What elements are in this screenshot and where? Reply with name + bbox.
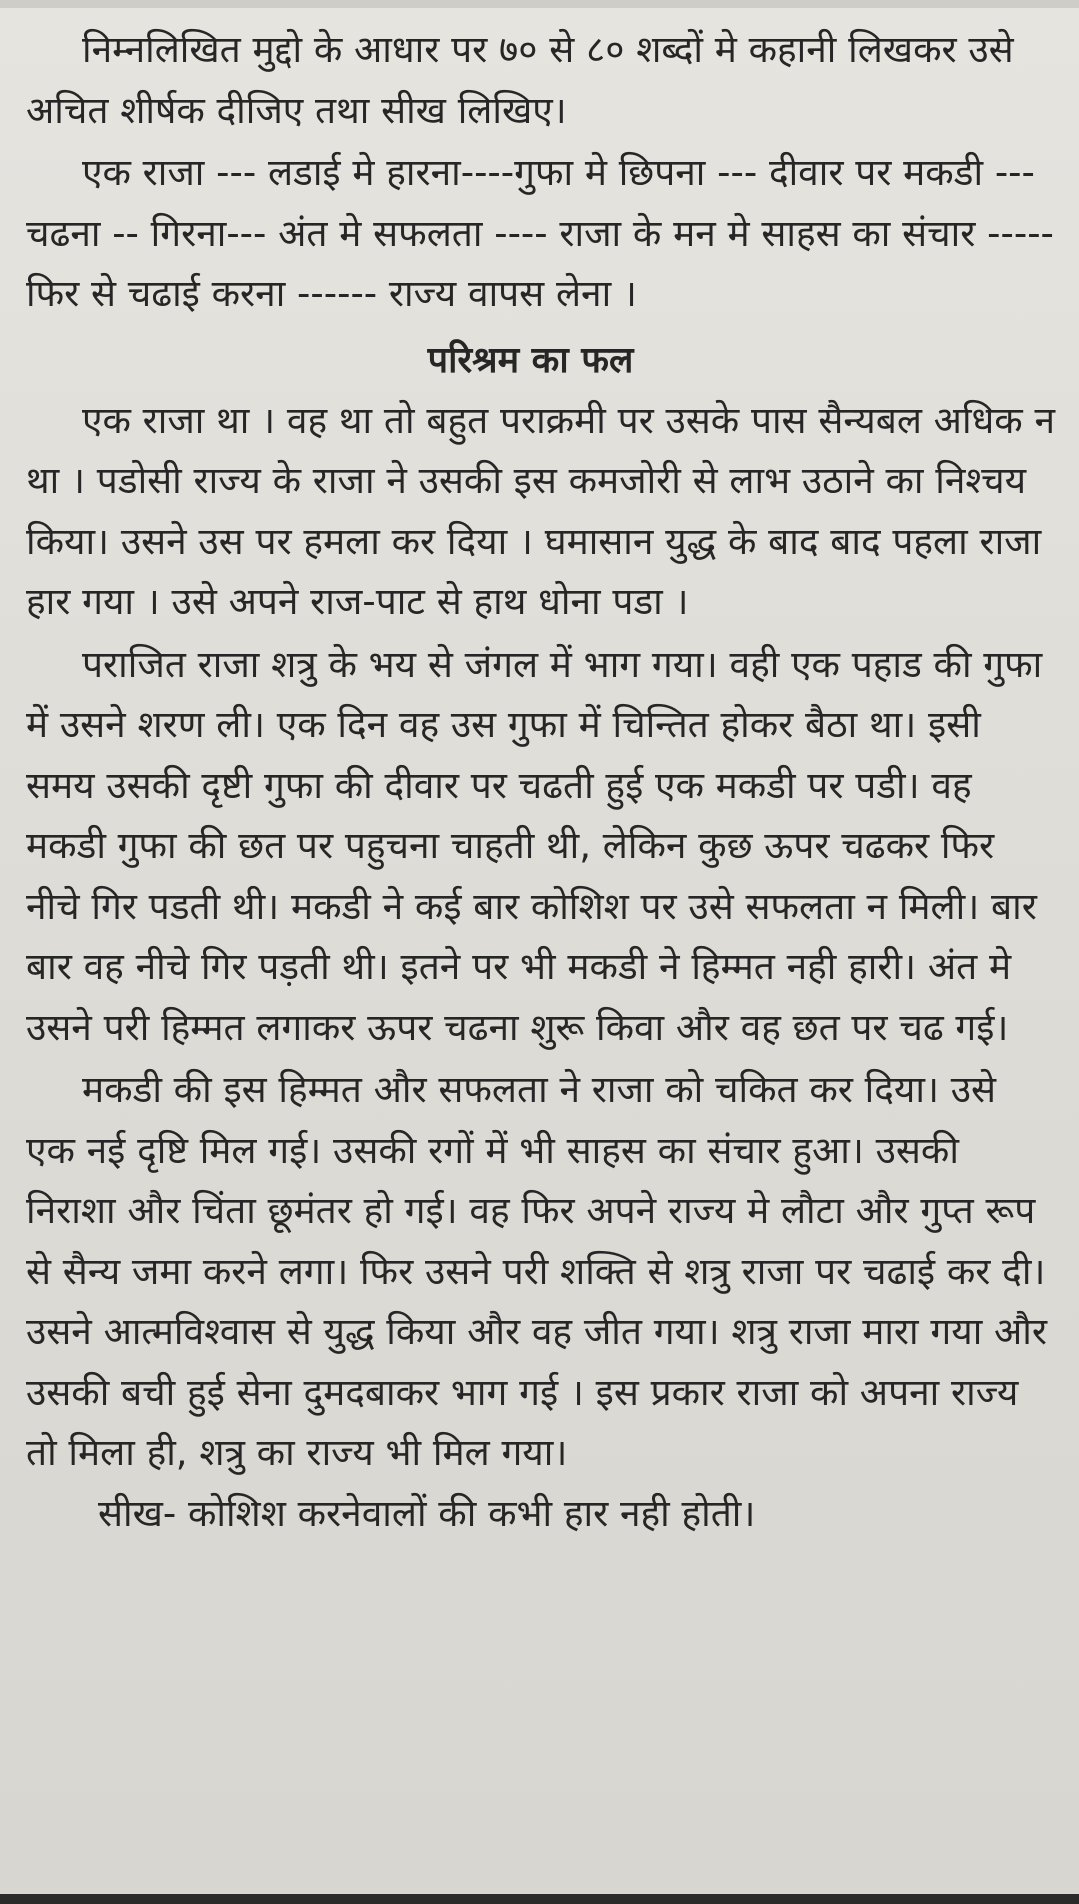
task-instruction: निम्नलिखित मुद्दो के आधार पर ७० से ८० शब्दों मे कहानी लिखकर उसे अचित शीर्षक दीजिए तथा सीख लिखिए।: [26, 28, 1014, 132]
top-cut-text-strip: [0, 0, 1079, 8]
task-points: एक राजा --- लडाई मे हारना----गुफा मे छिपना --- दीवार पर मकडी --- चढना -- गिरना--- अंत मे सफलता ---- राजा के मन मे साहस का संचार ----- फिर से चढाई करना ------ राज्य वापस लेना ।: [26, 151, 1054, 315]
story-title: परिश्रम का फल: [427, 339, 634, 381]
story-paragraph-1: एक राजा था । वह था तो बहुत पराक्रमी पर उसके पास सैन्यबल अधिक न था । पडोसी राज्य के राजा ने उसकी इस कमजोरी से लाभ उठाने का निश्चय किया। उसने उस पर हमला कर दिया । घमासान युद्ध के बाद बाद पहला राजा हार गया । उसे अपने राज-पाट से हाथ धोना पडा ।: [26, 398, 1055, 623]
page-bottom-edge: [0, 1894, 1079, 1904]
story-moral: सीख- कोशिश करनेवालों की कभी हार नही होती।: [98, 1491, 756, 1535]
story-paragraph-3: मकडी की इस हिम्मत और सफलता ने राजा को चकित कर दिया। उसे एक नई दृष्टि मिल गई। उसकी रगों में भी साहस का संचार हुआ। उसकी निराशा और चिंता छूमंतर हो गई। वह फिर अपने राज्य मे लौटा और गुप्त रूप से सैन्य जमा करने लगा। फिर उसने परी शक्ति से शत्रु राजा पर चढाई कर दी। उसने आत्मविश्वास से युद्ध किया और वह जीत गया। शत्रु राजा मारा गया और उसकी बची हुई सेना दुमदबाकर भाग गई । इस प्रकार राजा को अपना राज्य तो मिला ही, शत्रु का राज्य भी मिल गया।: [26, 1068, 1048, 1474]
story-paragraph-2: पराजित राजा शत्रु के भय से जंगल में भाग गया। वही एक पहाड की गुफा में उसने शरण ली। एक दिन वह उस गुफा में चिन्तित होकर बैठा था। इसी समय उसकी दृष्टी गुफा की दीवार पर चढती हुई एक मकडी पर पडी। वह मकडी गुफा की छत पर पहुचना चाहती थी, लेकिन कुछ ऊपर चढकर फिर नीचे गिर पडती थी। मकडी ने कई बार कोशिश पर उसे सफलता न मिली। बार बार वह नीचे गिर पड़ती थी। इतने पर भी मकडी ने हिम्मत नही हारी। अंत मे उसने परी हिम्मत लगाकर ऊपर चढना शुरू किवा और वह छत पर चढ गई।: [26, 642, 1043, 1049]
